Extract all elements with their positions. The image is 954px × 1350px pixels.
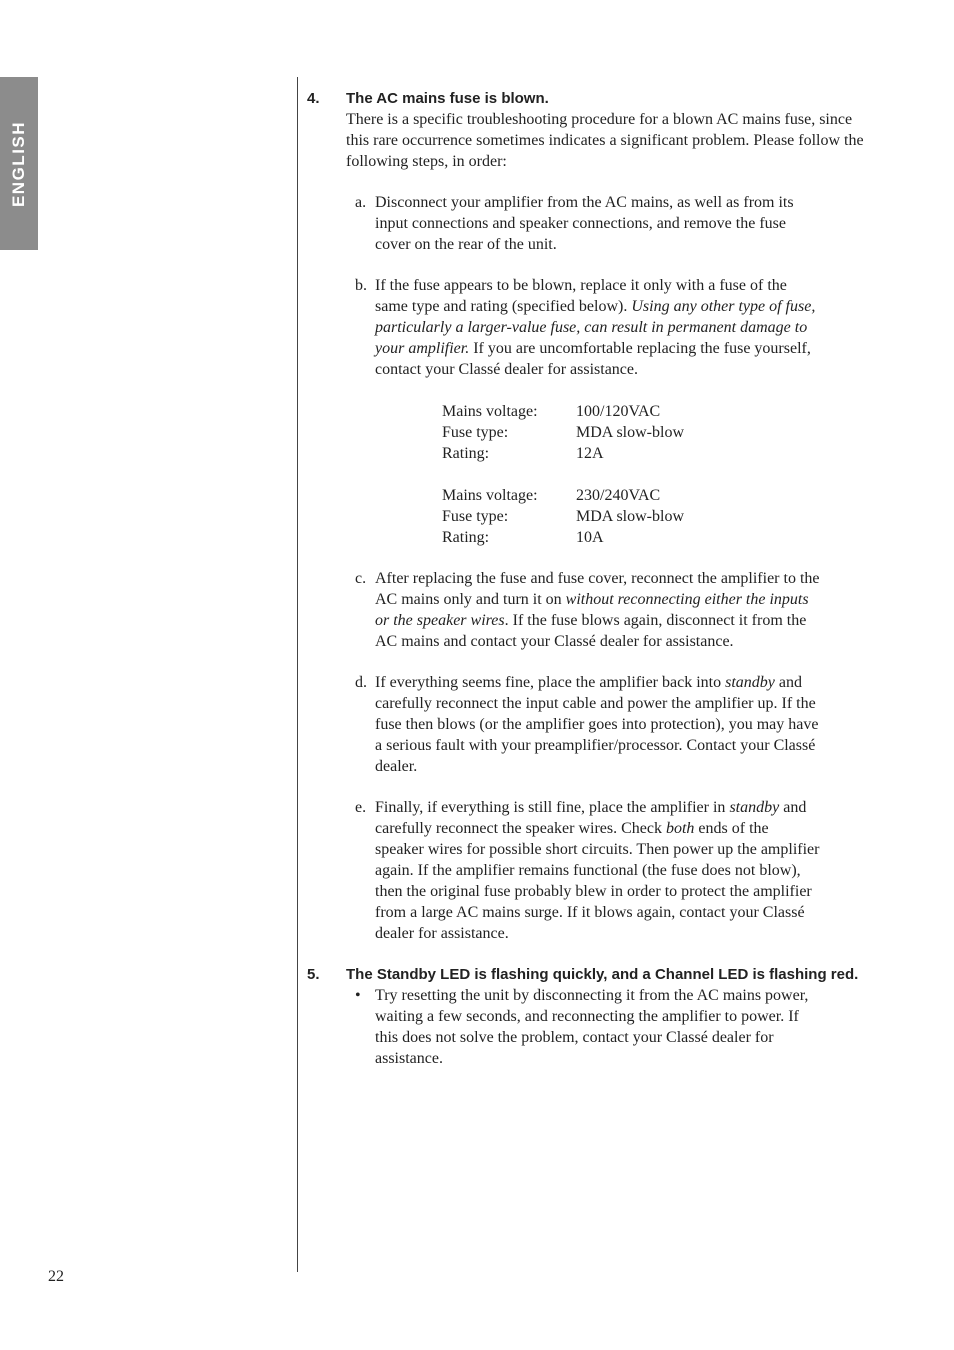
spec-key: Fuse type: [442, 508, 509, 525]
item-4 [307, 88, 867, 944]
step-b-text-2: If you are uncomfortable replacing the fuse yourself, contact your Classé dealer for assistance. [375, 340, 811, 378]
step-e-text-3: ends of the speaker wires for possible short circuits. Then power up the amplifier again. If the amplifier remains functional (the fuse does not blow), then the original fuse probably blew in order to protect the amplifier from a large AC mains surge. If it blows again, contact your Classé dealer for assistance. [375, 820, 820, 942]
language-tab-label: ENGLISH [9, 120, 28, 207]
item-5-bullet-text: Try resetting the unit by disconnecting it from the AC mains power, waiting a few seconds, and reconnecting the amplifier to power. If this does not solve the problem, contact your Classé dealer for assistance. [375, 987, 809, 1067]
step-e-emphasis-2: both [665, 820, 695, 837]
step-b-label: b. [355, 277, 367, 294]
item-4-heading: The AC mains fuse is blown. [346, 90, 549, 107]
step-d-text [375, 672, 820, 777]
step-b-text [375, 275, 820, 380]
spec-value: 230/240VAC [576, 487, 661, 504]
step-d-emphasis: standby [725, 674, 775, 691]
step-d-label: d. [355, 674, 367, 691]
step-d-text-1: If everything seems fine, place the amplifier back into [375, 674, 726, 691]
step-b-text-1: If the fuse appears to be blown, replace it only with a fuse of the same type and rating (specified below). [375, 277, 787, 315]
item-5-number: 5. [307, 966, 320, 983]
vertical-divider [297, 77, 298, 1272]
spec-value: MDA slow-blow [576, 508, 685, 525]
step-e-text-2: and carefully reconnect the speaker wires. Check [375, 799, 807, 837]
item-5 [307, 964, 867, 1069]
spec-row [442, 506, 820, 527]
item-5-bullet [346, 985, 820, 1069]
spec-value: 10A [576, 529, 604, 546]
step-e-text-1: Finally, if everything is still fine, place the amplifier in [375, 799, 730, 816]
main-content [307, 88, 867, 1069]
fuse-specs [442, 401, 820, 548]
step-d-text-2: and carefully reconnect the input cable and power the amplifier up. If the fuse then blows (or the amplifier goes into protection), you may have a serious fault with your preamplifier/processor. Contact your Classé dealer. [375, 674, 819, 775]
step-e-emphasis-1: standby [729, 799, 780, 816]
step-e-text [375, 797, 820, 944]
step-c-label: c. [355, 570, 367, 587]
step-b [346, 275, 820, 548]
spec-key: Fuse type: [442, 424, 509, 441]
spec-row [442, 401, 820, 422]
spec-key: Rating: [442, 529, 490, 546]
spec-group-2 [442, 485, 820, 548]
item-5-heading: The Standby LED is flashing quickly, and a Channel LED is flashing red. [346, 966, 859, 983]
spec-value: MDA slow-blow [576, 424, 685, 441]
spec-key: Rating: [442, 445, 490, 462]
step-c-text-1: After replacing the fuse and fuse cover, reconnect the amplifier to the AC mains only and turn it on [375, 570, 820, 608]
language-tab [0, 77, 38, 250]
step-c-text [375, 568, 820, 652]
item-4-number: 4. [307, 90, 320, 107]
spec-row [442, 422, 820, 443]
spec-row [442, 443, 820, 464]
step-a-label: a. [355, 194, 367, 211]
page-number: 22 [48, 1268, 64, 1285]
spec-value: 100/120VAC [576, 403, 661, 420]
step-a [346, 192, 820, 255]
step-c-emphasis: without reconnecting either the inputs or the speaker wires [375, 591, 809, 629]
step-c-text-2: . If the fuse blows again, disconnect it from the AC mains and contact your Classé dealer for assistance. [375, 612, 807, 650]
spec-row [442, 485, 820, 506]
step-e [346, 797, 820, 944]
bullet-mark: • [355, 987, 361, 1004]
item-4-intro: There is a specific troubleshooting procedure for a blown AC mains fuse, since this rare occurrence sometimes indicates a significant problem. Please follow the following steps, in order: [346, 111, 864, 170]
step-a-text: Disconnect your amplifier from the AC mains, as well as from its input connections and speaker connections, and remove the fuse cover on the rear of the unit. [375, 194, 794, 253]
step-b-warning: Using any other type of fuse, particularly a larger-value fuse, can result in permanent damage to your amplifier. [375, 298, 816, 357]
spec-group-1 [442, 401, 820, 464]
spec-value: 12A [576, 445, 604, 462]
step-e-label: e. [355, 799, 367, 816]
step-c [346, 568, 820, 652]
spec-key: Mains voltage: [442, 403, 538, 420]
step-d [346, 672, 820, 777]
spec-row [442, 527, 820, 548]
spec-key: Mains voltage: [442, 487, 538, 504]
